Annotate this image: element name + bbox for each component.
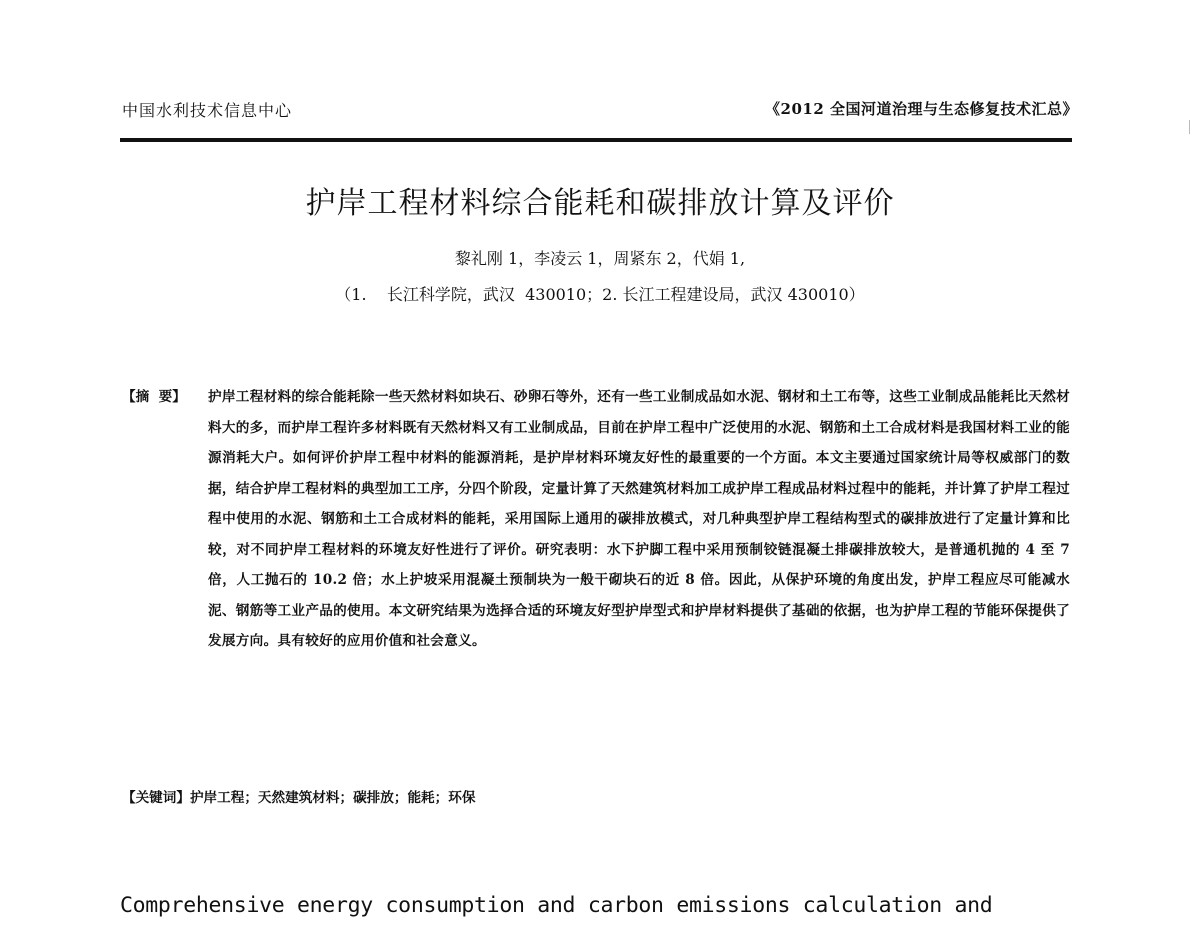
paper-title: 护岸工程材料综合能耗和碳排放计算及评价 xyxy=(305,186,895,221)
abstract-text: 护岸工程材料的综合能耗除一些天然材料如块石、砂卵石等外，还有一些工业制成品如水泥、钢材和土工布等，这些工业制成品能耗比天然材料大的多，而护岸工程许多材料既有天然材料又有工业制成品，目前在护岸工程中广泛使用的水泥、钢筋和土工合成材料是我国材料工业的能源消耗大户。如何评价护岸工程中材料的能源消耗，是护岸材料环境友好性的最重要的一个方面。本文主要通过国家统计局等权威部门的数据，结合护岸工程材料的典型加工工序，分四个阶段，定量计算了天然建筑材料加工成护岸工程成品材料过程中的能耗，并计算了护岸工程过程中使用的水泥、钢筋和土工合成材料的能耗，采用国际上通用的碳排放模式，对几种典型护岸工程结构型式的碳排放进行了定量计算和比较，对不同护岸工程材料的环境友好性进行了评价。研究表明：水下护脚工程中采用预制铰链混凝土排碳排放较大，是普通机抛的 4 至 7 倍，人工抛石的 10.2 倍；水上护坡采用混凝土预制块为一般干砌块石的近 8 倍。因此，从保护环境的角度出发，护岸工程应尽可能减水泥、钢筋等工业产品的使用。本文研究结果为选择合适的环境友好型护岸型式和护岸材料提供了基础的依据，也为护岸工程的节能环保提供了发展方向。具有较好的应用价值和社会意义。 xyxy=(208,389,1070,649)
running-header-left: 中国水利技术信息中心 xyxy=(122,101,293,120)
running-header-right: 《2012 全国河道治理与生态修复技术汇总》 xyxy=(765,100,1078,118)
keywords-section xyxy=(122,786,475,806)
header-divider xyxy=(120,138,1072,142)
abstract-label: 【摘 要】 xyxy=(122,389,186,405)
keywords-label: 【关键词】 xyxy=(122,790,190,806)
scan-edge-mark xyxy=(1189,120,1190,134)
keywords-text: 护岸工程；天然建筑材料；碳排放；能耗；环保 xyxy=(189,790,476,806)
author-list: 黎礼刚 1，李凌云 1，周紧东 2，代娟 1, xyxy=(454,249,746,268)
abstract-section xyxy=(122,382,1070,657)
english-title: Comprehensive energy consumption and carbon emissions calculation and xyxy=(120,893,993,918)
author-affiliation: （1. 长江科学院，武汉 430010；2. 长江工程建设局，武汉 430010） xyxy=(335,285,865,304)
